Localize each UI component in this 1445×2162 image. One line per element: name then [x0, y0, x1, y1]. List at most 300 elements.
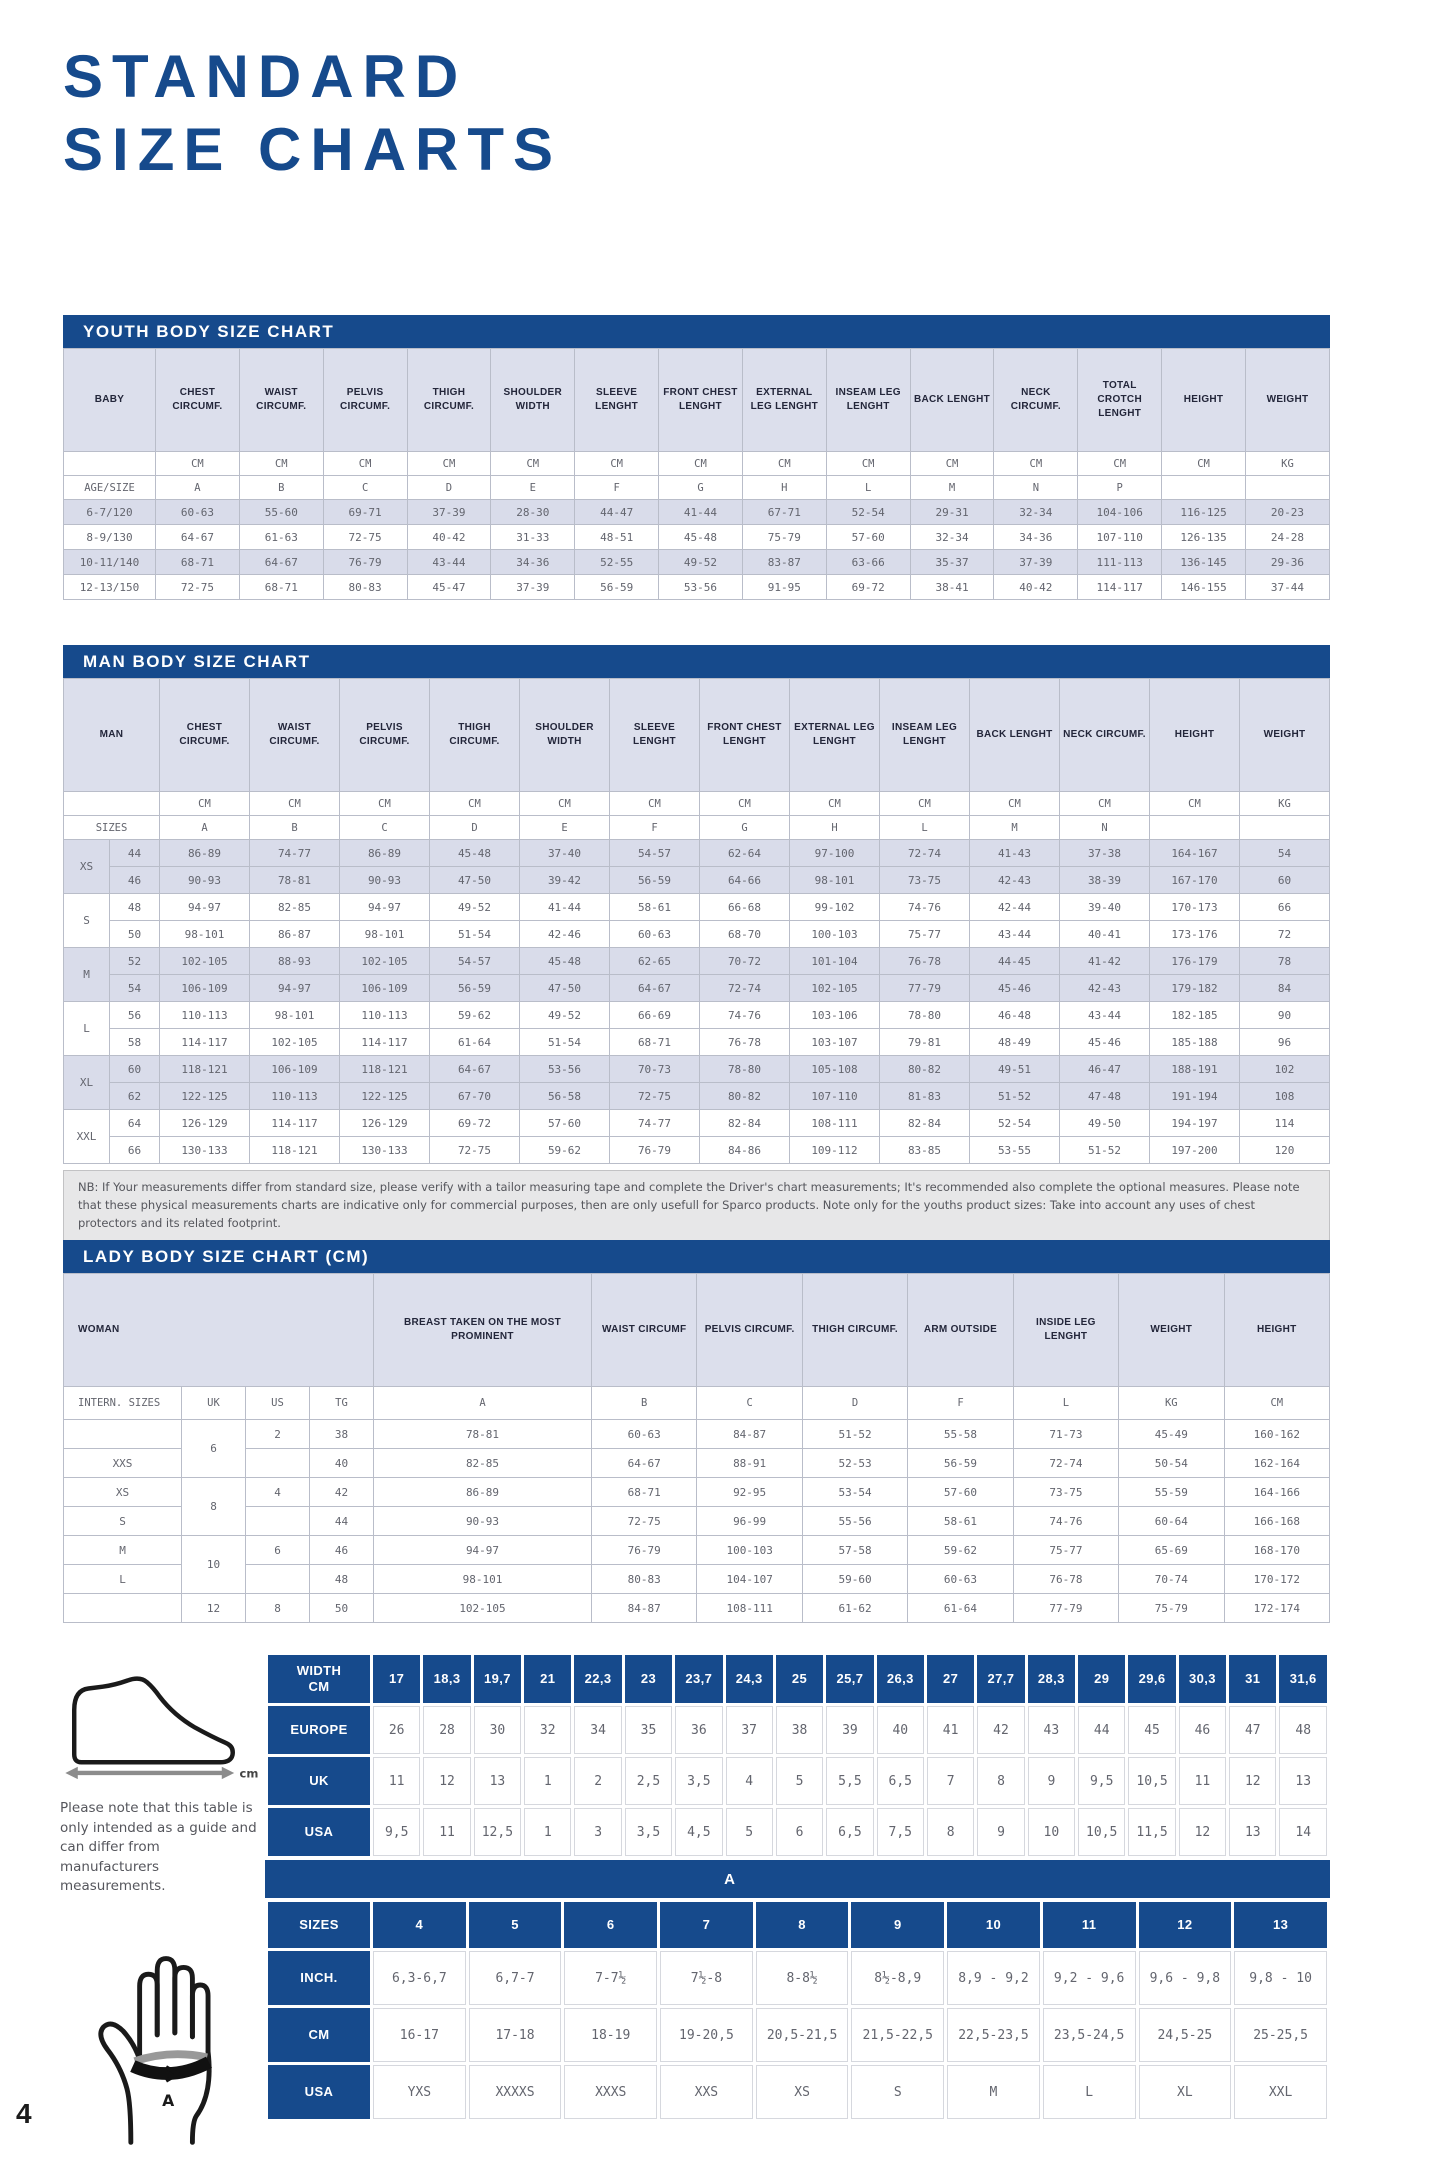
value-cell: 74-76 [700, 1002, 790, 1029]
value-cell: 170-172 [1224, 1565, 1329, 1594]
us-size-cell: 8 [246, 1594, 310, 1623]
letter-cell: B [250, 816, 340, 840]
value-cell: 55-56 [802, 1507, 907, 1536]
shoe-size-value: 12 [1179, 1808, 1226, 1856]
value-cell: 45-47 [407, 575, 491, 600]
intl-size-cell: XS [64, 1478, 182, 1507]
unit-cell: CM [610, 792, 700, 816]
letter-cell: C [323, 476, 407, 500]
glove-size-value: 21,5-22,5 [851, 2008, 944, 2062]
value-cell: 62-64 [700, 840, 790, 867]
value-cell: 56-59 [610, 867, 700, 894]
value-cell: 43-44 [1060, 1002, 1150, 1029]
intl-size-cell: XXS [64, 1449, 182, 1478]
table-row [64, 1507, 1330, 1536]
table-row [64, 1056, 1330, 1083]
shoe-size-value: 5 [776, 1757, 823, 1805]
value-cell: 61-64 [908, 1594, 1013, 1623]
size-cell: 46 [110, 867, 160, 894]
shoe-size-value: 36 [675, 1706, 722, 1754]
shoe-size-value: 41 [927, 1706, 974, 1754]
glove-size-value: XXXXS [469, 2065, 562, 2119]
shoe-size-value: 11 [373, 1757, 420, 1805]
glove-size-number: 12 [1139, 1902, 1232, 1948]
shoe-size-value: 9 [977, 1808, 1024, 1856]
letter-cell: E [491, 476, 575, 500]
value-cell: 66 [1240, 894, 1330, 921]
glove-size-number: 4 [373, 1902, 466, 1948]
value-cell: 72-74 [700, 975, 790, 1002]
size-cell: 54 [110, 975, 160, 1002]
value-cell: 75-77 [880, 921, 970, 948]
glove-band-header [265, 1860, 1330, 1898]
column-header: CHEST CIRCUMF. [160, 679, 250, 792]
value-cell: 58-61 [610, 894, 700, 921]
shoe-size-value: 1 [524, 1808, 571, 1856]
value-cell: 32-34 [910, 525, 994, 550]
value-cell: 94-97 [250, 975, 340, 1002]
value-cell: 51-52 [970, 1083, 1060, 1110]
shoe-size-value: 5,5 [826, 1757, 873, 1805]
letter-cell: SIZES [64, 816, 160, 840]
value-cell: 60-63 [592, 1420, 697, 1449]
value-cell: 126-129 [160, 1110, 250, 1137]
shoe-size-value: 3,5 [625, 1808, 672, 1856]
value-cell: 45-48 [659, 525, 743, 550]
value-cell: 136-145 [1162, 550, 1246, 575]
value-cell: 167-170 [1150, 867, 1240, 894]
table-row [268, 2065, 1327, 2119]
shoe-width-value: 25,7 [826, 1655, 873, 1703]
value-cell: 106-109 [160, 975, 250, 1002]
value-cell: 188-191 [1150, 1056, 1240, 1083]
tg-size-cell: 46 [310, 1536, 374, 1565]
value-cell: 78 [1240, 948, 1330, 975]
glove-size-value: 8-8½ [756, 1951, 849, 2005]
value-cell: 45-48 [430, 840, 520, 867]
uk-size-cell: 6 [182, 1420, 246, 1478]
value-cell: 164-166 [1224, 1478, 1329, 1507]
value-cell: 166-168 [1224, 1507, 1329, 1536]
value-cell: 72 [1240, 921, 1330, 948]
value-cell: 47-48 [1060, 1083, 1150, 1110]
value-cell: 92-95 [697, 1478, 802, 1507]
value-cell: 126-129 [340, 1110, 430, 1137]
value-cell: 64-66 [700, 867, 790, 894]
value-cell: 79-81 [880, 1029, 970, 1056]
value-cell: 47-50 [430, 867, 520, 894]
unit-cell: CM [491, 452, 575, 476]
value-cell: 80-83 [592, 1565, 697, 1594]
glove-row-label: CM [268, 2008, 370, 2062]
shoe-width-value: 21 [524, 1655, 571, 1703]
value-cell: 146-155 [1162, 575, 1246, 600]
glove-hand-icon [82, 1942, 252, 2157]
value-cell: 104-106 [1078, 500, 1162, 525]
glove-size-number: 10 [947, 1902, 1040, 1948]
table-row [64, 894, 1330, 921]
letter-cell: L [880, 816, 970, 840]
value-cell: 100-103 [697, 1536, 802, 1565]
value-cell: 68-71 [156, 550, 240, 575]
value-cell: 83-85 [880, 1137, 970, 1164]
shoe-size-value: 43 [1028, 1706, 1075, 1754]
value-cell: 29-31 [910, 500, 994, 525]
value-cell: 70-72 [700, 948, 790, 975]
value-cell: 42-43 [1060, 975, 1150, 1002]
shoe-width-value: 23,7 [675, 1655, 722, 1703]
letter-cell: AGE/SIZE [64, 476, 156, 500]
value-cell: 29-36 [1245, 550, 1329, 575]
glove-size-number: 5 [469, 1902, 562, 1948]
value-cell: 66-68 [700, 894, 790, 921]
shoe-size-value: 35 [625, 1706, 672, 1754]
table-row [268, 2008, 1327, 2062]
value-cell: 78-80 [880, 1002, 970, 1029]
uk-size-cell: 8 [182, 1478, 246, 1536]
value-cell: 110-113 [250, 1083, 340, 1110]
value-cell: 84-86 [700, 1137, 790, 1164]
value-cell: 162-164 [1224, 1449, 1329, 1478]
letter-cell: A [160, 816, 250, 840]
value-cell: 82-85 [250, 894, 340, 921]
value-cell: 173-176 [1150, 921, 1240, 948]
value-cell: 122-125 [340, 1083, 430, 1110]
value-cell: 108-111 [697, 1594, 802, 1623]
subheader-cell: CM [1224, 1387, 1329, 1420]
value-cell: 80-83 [323, 575, 407, 600]
size-cell: 56 [110, 1002, 160, 1029]
table-row [64, 1137, 1330, 1164]
value-cell: 64-67 [430, 1056, 520, 1083]
column-header: WAIST CIRCUMF [592, 1274, 697, 1387]
value-cell: 76-78 [1013, 1565, 1118, 1594]
value-cell: 53-55 [970, 1137, 1060, 1164]
glove-size-value: 23,5-24,5 [1043, 2008, 1136, 2062]
table-row [64, 1110, 1330, 1137]
value-cell: 37-40 [520, 840, 610, 867]
shoe-size-value: 10,5 [1078, 1808, 1125, 1856]
value-cell: 72-75 [610, 1083, 700, 1110]
size-cell: 58 [110, 1029, 160, 1056]
value-cell: 54-57 [610, 840, 700, 867]
value-cell: 76-79 [610, 1137, 700, 1164]
column-header: BABY [64, 349, 156, 452]
column-header: THIGH CIRCUMF. [430, 679, 520, 792]
glove-size-value: 25-25,5 [1234, 2008, 1327, 2062]
value-cell: 75-79 [1119, 1594, 1224, 1623]
value-cell: 73-75 [1013, 1478, 1118, 1507]
man-table [63, 678, 1330, 1164]
size-cell: 48 [110, 894, 160, 921]
letter-cell: D [430, 816, 520, 840]
value-cell: 69-72 [826, 575, 910, 600]
subheader-cell: D [802, 1387, 907, 1420]
table-row [268, 1706, 1327, 1754]
table-row [64, 525, 1330, 550]
value-cell: 38-39 [1060, 867, 1150, 894]
glove-band-label: A [724, 1870, 735, 1888]
glove-size-value: XS [756, 2065, 849, 2119]
hand-measure-label: A [162, 2091, 175, 2111]
size-group-label: M [64, 948, 110, 1002]
letter-cell: F [610, 816, 700, 840]
value-cell: 78-81 [250, 867, 340, 894]
column-header: SLEEVE LENGHT [610, 679, 700, 792]
value-cell: 83-87 [742, 550, 826, 575]
value-cell: 197-200 [1150, 1137, 1240, 1164]
value-cell: 43-44 [970, 921, 1060, 948]
value-cell: 61-62 [802, 1594, 907, 1623]
tg-size-cell: 40 [310, 1449, 374, 1478]
glove-size-number: 6 [564, 1902, 657, 1948]
value-cell: 86-89 [374, 1478, 592, 1507]
glove-size-value: L [1043, 2065, 1136, 2119]
us-size-cell [246, 1507, 310, 1536]
youth-chart-title: YOUTH BODY SIZE CHART [63, 315, 1330, 348]
shoe-width-value: 25 [776, 1655, 823, 1703]
value-cell: 46-48 [970, 1002, 1060, 1029]
value-cell: 72-75 [156, 575, 240, 600]
value-cell: 31-33 [491, 525, 575, 550]
value-cell: 49-50 [1060, 1110, 1150, 1137]
row-label: 6-7/120 [64, 500, 156, 525]
value-cell: 185-188 [1150, 1029, 1240, 1056]
table-row [64, 1565, 1330, 1594]
letter-cell: A [156, 476, 240, 500]
arrow-right-icon [222, 1767, 234, 1779]
value-cell: 51-54 [430, 921, 520, 948]
value-cell: 72-75 [323, 525, 407, 550]
column-header: EXTERNAL LEG LENGHT [742, 349, 826, 452]
letter-cell: M [910, 476, 994, 500]
column-header: HEIGHT [1150, 679, 1240, 792]
shoe-width-value: 29 [1078, 1655, 1125, 1703]
shoe-width-value: 30,3 [1179, 1655, 1226, 1703]
value-cell: 56-58 [520, 1083, 610, 1110]
glove-size-value: 6,3-6,7 [373, 1951, 466, 2005]
table-row [64, 575, 1330, 600]
column-header: WAIST CIRCUMF. [239, 349, 323, 452]
table-row [268, 1951, 1327, 2005]
value-cell: 114 [1240, 1110, 1330, 1137]
value-cell: 94-97 [374, 1536, 592, 1565]
value-cell: 49-52 [520, 1002, 610, 1029]
value-cell: 176-179 [1150, 948, 1240, 975]
shoe-size-value: 46 [1179, 1706, 1226, 1754]
value-cell: 102-105 [374, 1594, 592, 1623]
value-cell: 122-125 [160, 1083, 250, 1110]
letter-cell [1162, 476, 1246, 500]
value-cell: 70-73 [610, 1056, 700, 1083]
lady-chart-title: LADY BODY SIZE CHART (CM) [63, 1240, 1330, 1273]
subheader-cell: F [908, 1387, 1013, 1420]
unit-cell: KG [1245, 452, 1329, 476]
man-chart-title: MAN BODY SIZE CHART [63, 645, 1330, 678]
unit-cell: CM [880, 792, 970, 816]
size-cell: 66 [110, 1137, 160, 1164]
youth-size-chart-section [63, 315, 1330, 600]
page-number: 4 [16, 2098, 32, 2129]
us-size-cell [246, 1449, 310, 1478]
value-cell: 51-54 [520, 1029, 610, 1056]
shoe-size-value: 7 [927, 1757, 974, 1805]
shoe-width-value: 22,3 [574, 1655, 621, 1703]
tg-size-cell: 44 [310, 1507, 374, 1536]
value-cell: 62-65 [610, 948, 700, 975]
unit-cell: CM [430, 792, 520, 816]
value-cell: 44-47 [575, 500, 659, 525]
value-cell: 41-44 [659, 500, 743, 525]
shoe-size-value: 6 [776, 1808, 823, 1856]
value-cell: 98-101 [160, 921, 250, 948]
value-cell: 61-63 [239, 525, 323, 550]
size-group-label: L [64, 1002, 110, 1056]
value-cell: 74-77 [610, 1110, 700, 1137]
letter-cell: G [659, 476, 743, 500]
value-cell: 64-67 [592, 1449, 697, 1478]
lady-table [63, 1273, 1330, 1623]
shoe-size-value: 38 [776, 1706, 823, 1754]
column-header: BREAST TAKEN ON THE MOST PROMINENT [374, 1274, 592, 1387]
column-header: PELVIS CIRCUMF. [340, 679, 430, 792]
shoe-size-value: 8 [927, 1808, 974, 1856]
value-cell: 49-51 [970, 1056, 1060, 1083]
value-cell: 72-75 [430, 1137, 520, 1164]
column-header: BACK LENGHT [910, 349, 994, 452]
value-cell: 60-63 [908, 1565, 1013, 1594]
shoe-size-value: 2,5 [625, 1757, 672, 1805]
column-header: CHEST CIRCUMF. [156, 349, 240, 452]
shoe-size-value: 28 [423, 1706, 470, 1754]
glove-size-value: 20,5-21,5 [756, 2008, 849, 2062]
value-cell: 41-43 [970, 840, 1060, 867]
value-cell: 107-110 [790, 1083, 880, 1110]
value-cell: 51-52 [1060, 1137, 1150, 1164]
glove-size-value: XXS [660, 2065, 753, 2119]
shoe-size-value: 42 [977, 1706, 1024, 1754]
glove-size-value: S [851, 2065, 944, 2119]
letter-cell: C [340, 816, 430, 840]
value-cell: 24-28 [1245, 525, 1329, 550]
value-cell: 164-167 [1150, 840, 1240, 867]
letter-cell [1240, 816, 1330, 840]
column-header: HEIGHT [1224, 1274, 1329, 1387]
shoe-width-value: 31,6 [1279, 1655, 1327, 1703]
shoe-size-value: 4 [726, 1757, 773, 1805]
value-cell: 94-97 [160, 894, 250, 921]
tg-size-cell: 50 [310, 1594, 374, 1623]
unit-cell: CM [910, 452, 994, 476]
subheader-cell: C [697, 1387, 802, 1420]
value-cell: 42-43 [970, 867, 1060, 894]
letter-cell: H [790, 816, 880, 840]
column-header: WEIGHT [1119, 1274, 1224, 1387]
value-cell: 78-80 [700, 1056, 790, 1083]
value-cell: 126-135 [1162, 525, 1246, 550]
value-cell: 91-95 [742, 575, 826, 600]
value-cell: 42-44 [970, 894, 1060, 921]
unit-cell: CM [156, 452, 240, 476]
value-cell: 53-56 [520, 1056, 610, 1083]
value-cell: 179-182 [1150, 975, 1240, 1002]
column-header: BACK LENGHT [970, 679, 1060, 792]
value-cell: 86-89 [340, 840, 430, 867]
value-cell: 28-30 [491, 500, 575, 525]
value-cell: 74-76 [880, 894, 970, 921]
value-cell: 60 [1240, 867, 1330, 894]
table-row [64, 948, 1330, 975]
youth-table [63, 348, 1330, 600]
value-cell: 64-67 [239, 550, 323, 575]
value-cell: 90 [1240, 1002, 1330, 1029]
value-cell: 40-41 [1060, 921, 1150, 948]
shoe-width-value: 26,3 [877, 1655, 924, 1703]
value-cell: 108 [1240, 1083, 1330, 1110]
value-cell: 82-85 [374, 1449, 592, 1478]
column-header: NECK CIRCUMF. [994, 349, 1078, 452]
value-cell: 80-82 [700, 1083, 790, 1110]
value-cell: 76-79 [592, 1536, 697, 1565]
value-cell: 47-50 [520, 975, 610, 1002]
table-row [64, 816, 1330, 840]
value-cell: 52-54 [826, 500, 910, 525]
shoe-size-chart-section [265, 1652, 1330, 1859]
uk-size-cell: 12 [182, 1594, 246, 1623]
value-cell: 35-37 [910, 550, 994, 575]
value-cell: 53-54 [802, 1478, 907, 1507]
value-cell: 72-74 [880, 840, 970, 867]
column-header: SHOULDER WIDTH [520, 679, 610, 792]
intl-size-cell [64, 1420, 182, 1449]
value-cell: 69-71 [323, 500, 407, 525]
glove-size-value: 17-18 [469, 2008, 562, 2062]
letter-cell: B [239, 476, 323, 500]
man-size-chart-section [63, 645, 1330, 1241]
table-row [64, 1478, 1330, 1507]
value-cell: 106-109 [340, 975, 430, 1002]
value-cell: 63-66 [826, 550, 910, 575]
glove-size-value: XXXS [564, 2065, 657, 2119]
glove-table [265, 1899, 1330, 2122]
value-cell: 108-111 [790, 1110, 880, 1137]
table-row [64, 1387, 1330, 1420]
intl-size-cell [64, 1594, 182, 1623]
shoe-size-value: 39 [826, 1706, 873, 1754]
shoe-size-value: 4,5 [675, 1808, 722, 1856]
value-cell: 75-79 [742, 525, 826, 550]
glove-size-value: 8½-8,9 [851, 1951, 944, 2005]
column-header: INSEAM LEG LENGHT [826, 349, 910, 452]
glove-size-value: 7-7½ [564, 1951, 657, 2005]
shoe-size-value: 11 [1179, 1757, 1226, 1805]
value-cell: 57-60 [826, 525, 910, 550]
value-cell: 59-62 [430, 1002, 520, 1029]
table-row [64, 679, 1330, 792]
value-cell: 69-72 [430, 1110, 520, 1137]
shoe-region-label: UK [268, 1757, 370, 1805]
column-header: THIGH CIRCUMF. [802, 1274, 907, 1387]
us-size-cell: 2 [246, 1420, 310, 1449]
value-cell: 67-71 [742, 500, 826, 525]
man-chart-note: NB: If Your measurements differ from standard size, please verify with a tailor measuring tape and complete the Driver's chart measurements; It's recommended also complete the optional measures. Please note that these physical measurements charts are indicative only for commercial purposes, then are only usefull for Sparco products. Note only for the youths product sizes: Take into account any uses of chest protectors and its related footprint. [63, 1170, 1330, 1241]
shoe-width-label: WIDTH CM [268, 1655, 370, 1703]
value-cell: 39-40 [1060, 894, 1150, 921]
value-cell: 20-23 [1245, 500, 1329, 525]
shoe-size-value: 1 [524, 1757, 571, 1805]
glove-size-value: M [947, 2065, 1040, 2119]
shoe-size-value: 14 [1279, 1808, 1327, 1856]
